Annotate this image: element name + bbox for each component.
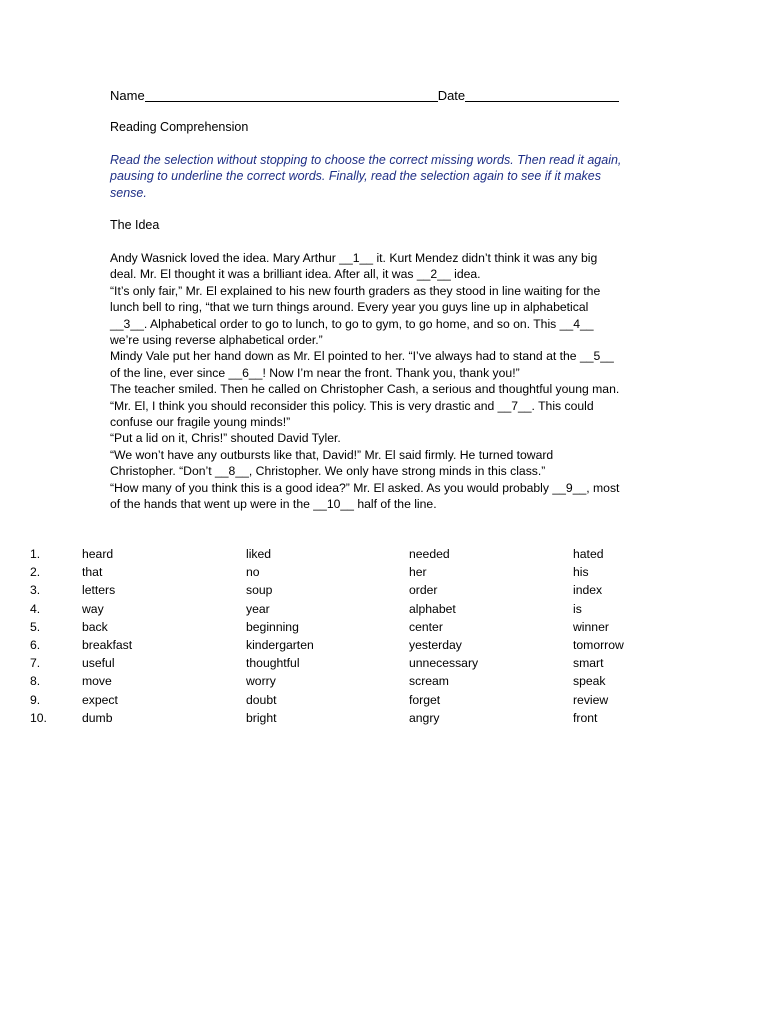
choice-option: needed: [409, 547, 450, 561]
choice-number: 9.: [30, 692, 41, 707]
choice-option: breakfast: [82, 637, 133, 652]
choice-number: 1.: [30, 547, 41, 561]
story-line: of the line, ever since __6__! Now I’m near the front. Thank you, thank you!”: [110, 365, 520, 380]
story-line: “Mr. El, I think you should reconsider this policy. This is very drastic and __7__. This could: [110, 398, 594, 413]
choice-option: thoughtful: [246, 656, 300, 671]
story-line: “It’s only fair,” Mr. El explained to his new fourth graders as they stood in line waiting for the: [110, 283, 601, 298]
choice-option: no: [246, 565, 260, 580]
choice-row: [30, 600, 730, 618]
story-line: “We won’t have any outbursts like that, David!” Mr. El said firmly. He turned toward: [110, 447, 554, 462]
instructions-line: Read the selection without stopping to choose the correct missing words. Then read it again,: [110, 153, 622, 167]
story-line: “How many of you think this is a good idea?” Mr. El asked. As you would probably __9__, most: [110, 480, 620, 495]
instructions-line: pausing to underline the correct words. Finally, read the selection again to see if it makes: [110, 169, 602, 184]
instructions: [110, 152, 650, 201]
story-line: __3__. Alphabetical order to go to lunch, to go to gym, to go home, and so on. This __4__: [110, 316, 594, 331]
choice-option: hated: [573, 547, 604, 561]
date-blank-line: [465, 89, 619, 102]
date-label: Date: [437, 88, 466, 103]
choice-option: tomorrow: [573, 637, 624, 652]
choice-option: order: [409, 583, 438, 598]
choice-option: his: [573, 565, 589, 580]
answer-choices-table: [30, 545, 730, 727]
choice-option: soup: [246, 583, 273, 598]
choice-row: [30, 636, 730, 654]
choice-option: useful: [82, 656, 115, 671]
choice-option: yesterday: [409, 637, 462, 652]
choice-row: [30, 545, 730, 563]
story-passage: [110, 250, 670, 513]
choice-option: expect: [82, 692, 118, 707]
story-line: we’re using reverse alphabetical order.”: [110, 333, 323, 348]
choice-number: 4.: [30, 601, 41, 616]
choice-number: 7.: [30, 656, 41, 671]
choice-row: [30, 654, 730, 672]
choice-option: is: [573, 601, 582, 616]
choice-option: move: [82, 674, 112, 689]
instructions-line: sense.: [110, 185, 147, 200]
section-title: Reading Comprehension: [110, 120, 249, 134]
choice-number: 3.: [30, 583, 41, 598]
choice-option: year: [246, 601, 270, 616]
choice-option: liked: [246, 547, 272, 561]
story-line: confuse our fragile young minds!”: [110, 415, 291, 430]
name-date-header: [110, 87, 619, 104]
story-title: The Idea: [110, 218, 160, 232]
choice-option: kindergarten: [246, 637, 314, 652]
choice-option: center: [409, 619, 443, 634]
choice-row: [30, 672, 730, 690]
choice-option: heard: [82, 547, 114, 561]
choice-option: back: [82, 619, 108, 634]
name-blank-line: [145, 89, 438, 102]
choice-option: forget: [409, 692, 441, 707]
choice-option: review: [573, 692, 609, 707]
choice-option: smart: [573, 656, 604, 671]
name-label: Name: [110, 88, 145, 103]
story-line: of the hands that went up were in the __10__ half of the line.: [110, 497, 437, 512]
story-line: Christopher. “Don’t __8__, Christopher. We only have strong minds in this class.”: [110, 464, 546, 479]
choice-option: dumb: [82, 710, 113, 725]
choice-row: [30, 581, 730, 599]
choice-number: 8.: [30, 674, 41, 689]
choice-option: angry: [409, 710, 440, 725]
choice-option: scream: [409, 674, 449, 689]
choice-option: index: [573, 583, 603, 598]
choice-number: 10.: [30, 710, 47, 725]
choice-option: bright: [246, 710, 277, 725]
choice-option: worry: [246, 674, 276, 689]
choice-option: speak: [573, 674, 606, 689]
choice-option: doubt: [246, 692, 277, 707]
choice-row: [30, 618, 730, 636]
choice-row: [30, 709, 730, 727]
choice-option: way: [82, 601, 104, 616]
choice-option: that: [82, 565, 103, 580]
choice-option: front: [573, 710, 598, 725]
choice-number: 5.: [30, 619, 41, 634]
choice-option: her: [409, 565, 427, 580]
story-line: Mindy Vale put her hand down as Mr. El pointed to her. “I’ve always had to stand at the __5__: [110, 349, 614, 364]
choice-option: unnecessary: [409, 656, 479, 671]
choice-number: 6.: [30, 637, 41, 652]
story-line: lunch bell to ring, “that we turn things around. Every year you guys line up in alphabetical: [110, 300, 589, 315]
choice-row: [30, 691, 730, 709]
choice-row: [30, 563, 730, 581]
story-line: “Put a lid on it, Chris!” shouted David Tyler.: [110, 431, 341, 446]
story-line: Andy Wasnick loved the idea. Mary Arthur __1__ it. Kurt Mendez didn’t think it was any big: [110, 251, 598, 265]
choice-option: winner: [573, 619, 609, 634]
story-line: The teacher smiled. Then he called on Christopher Cash, a serious and thoughtful young man.: [110, 382, 620, 397]
choice-number: 2.: [30, 565, 41, 580]
story-line: deal. Mr. El thought it was a brilliant idea. After all, it was __2__ idea.: [110, 267, 481, 282]
choice-option: beginning: [246, 619, 299, 634]
choice-option: alphabet: [409, 601, 456, 616]
choice-option: letters: [82, 583, 116, 598]
